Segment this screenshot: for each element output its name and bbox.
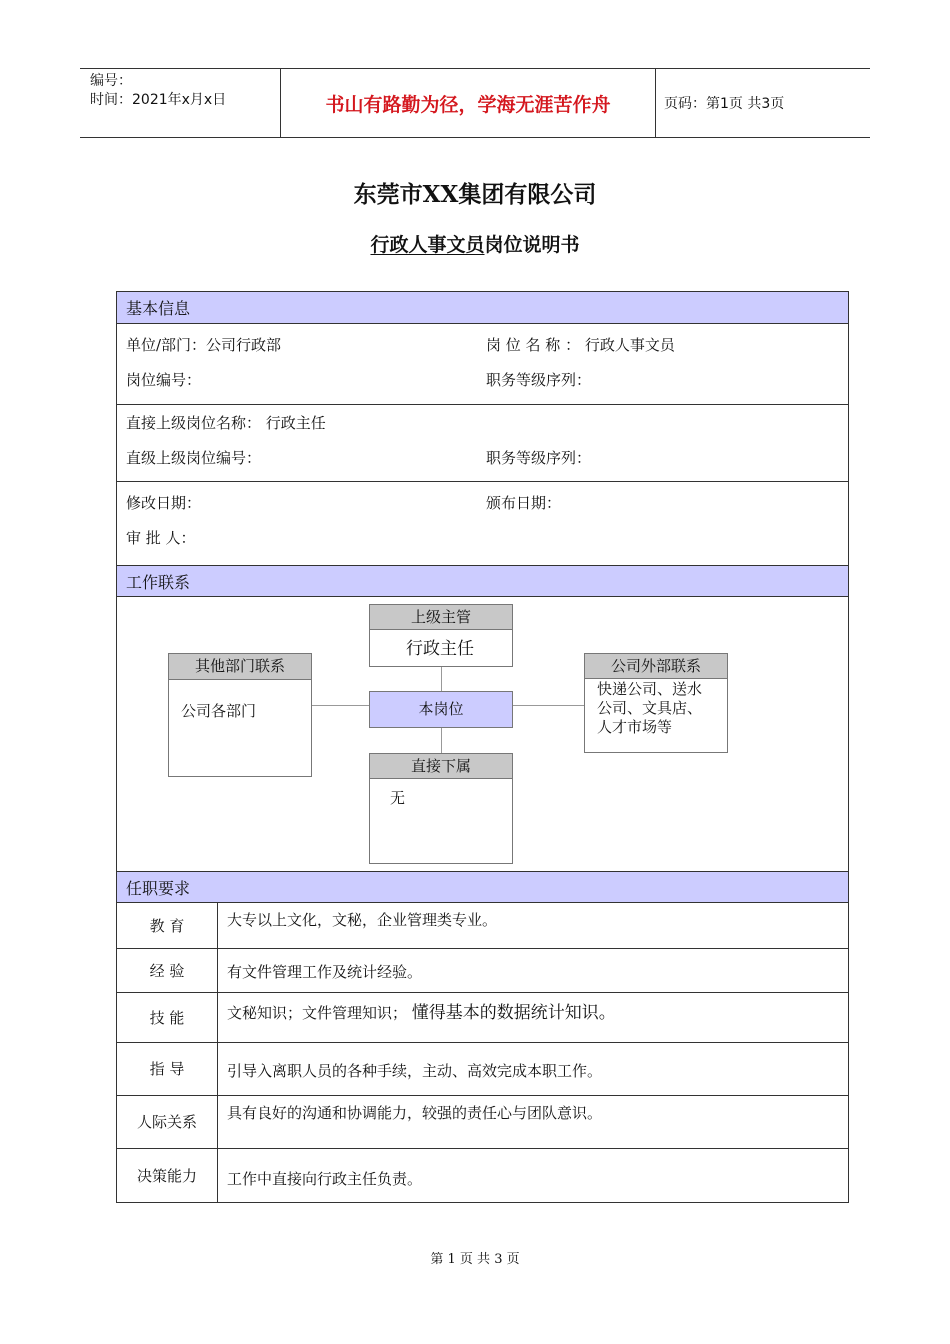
- modify-date-field: 修改日期：: [126, 494, 202, 512]
- grade-field: 职务等级序列：: [486, 371, 592, 389]
- supervisor-name-field: 直接上级岗位名称： 行政主任: [126, 414, 326, 432]
- req-value-guidance: 引导入离职人员的各种手续，主动、高效完成本职工作。: [227, 1062, 603, 1080]
- divider: [117, 948, 848, 949]
- company-title: 东莞市XX集团有限公司: [353, 181, 597, 208]
- section-requirements: 任职要求: [117, 872, 848, 903]
- req-value-experience: 有文件管理工作及统计经验。: [227, 963, 423, 981]
- motto: 书山有路勤为径，学海无涯苦作舟: [280, 69, 656, 137]
- unit-field: 单位/部门：公司行政部: [126, 336, 282, 354]
- divider: [117, 1148, 848, 1149]
- post-name-field: 岗 位 名 称 ： 行政人事文员: [486, 336, 675, 354]
- superior-content: 行政主任: [406, 639, 474, 659]
- connector-line: [441, 667, 442, 691]
- superior-title: 上级主管: [370, 605, 512, 630]
- external-content: [585, 679, 727, 737]
- supervisor-grade-field: 职务等级序列：: [486, 449, 592, 467]
- approver-field: 审 批 人：: [126, 529, 196, 547]
- connector-line: [312, 705, 369, 706]
- external-relations-box: [584, 653, 728, 753]
- subordinate-title: 直接下属: [370, 754, 512, 779]
- skills-text-extra: 懂得基本的数据统计知识。: [411, 1003, 616, 1023]
- skills-text: 文秘知识；文件管理知识；: [227, 1004, 408, 1022]
- supervisor-no-field: 直级上级岗位编号：: [126, 449, 262, 467]
- req-value-decision: 工作中直接向行政主任负责。: [227, 1170, 423, 1188]
- external-title: 公司外部联系: [585, 654, 727, 679]
- divider: [117, 992, 848, 993]
- divider: [117, 1095, 848, 1096]
- post-no-field: 岗位编号：: [126, 371, 202, 389]
- connector-line: [513, 705, 584, 706]
- job-description-table: [116, 291, 849, 1203]
- section-work-relations: 工作联系: [117, 566, 848, 597]
- connector-line: [441, 727, 442, 753]
- req-label-education: 教 育: [149, 917, 185, 935]
- req-label-decision: 决策能力: [136, 1166, 197, 1185]
- subordinate-box: [369, 753, 513, 864]
- req-value-skills: [227, 998, 616, 1023]
- page-info: 页码：第1页 共3页: [664, 96, 785, 112]
- document-header: [80, 68, 870, 138]
- divider: [117, 1042, 848, 1043]
- req-value-education: 大专以上文化，文秘，企业管理类专业。: [227, 911, 498, 929]
- number-label: 编号：: [90, 73, 132, 89]
- superior-box: [369, 604, 513, 667]
- req-label-guidance: 指 导: [149, 1060, 185, 1078]
- external-line: 人才市场等: [597, 718, 673, 736]
- document-type: 岗位说明书: [484, 234, 580, 256]
- self-position-box: 本岗位: [369, 691, 513, 728]
- external-line: 公司、文具店、: [597, 699, 703, 717]
- time-label: 时间：2021年x月x日: [90, 92, 227, 108]
- req-value-interpersonal: 具有良好的沟通和协调能力，较强的责任心与团队意识。: [227, 1104, 603, 1122]
- document-title: [0, 230, 950, 257]
- external-line: 快递公司、送水: [597, 680, 703, 698]
- issue-date-field: 颁布日期：: [486, 494, 562, 512]
- page-footer: 第 1 页 共 3 页: [430, 1252, 520, 1267]
- req-label-experience: 经 验: [149, 961, 185, 980]
- internal-content: 公司各部门: [181, 702, 257, 720]
- header-meta: [80, 69, 280, 137]
- divider: [117, 404, 848, 405]
- divider: [117, 481, 848, 482]
- internal-title: 其他部门联系: [169, 654, 311, 680]
- position-name: 行政人事文员: [370, 234, 485, 256]
- req-label-interpersonal: 人际关系: [136, 1113, 197, 1131]
- subordinate-content: 无: [390, 789, 406, 807]
- internal-relations-box: [168, 653, 312, 777]
- section-basic-info: 基本信息: [117, 292, 848, 324]
- req-label-skills: 技 能: [149, 1008, 185, 1027]
